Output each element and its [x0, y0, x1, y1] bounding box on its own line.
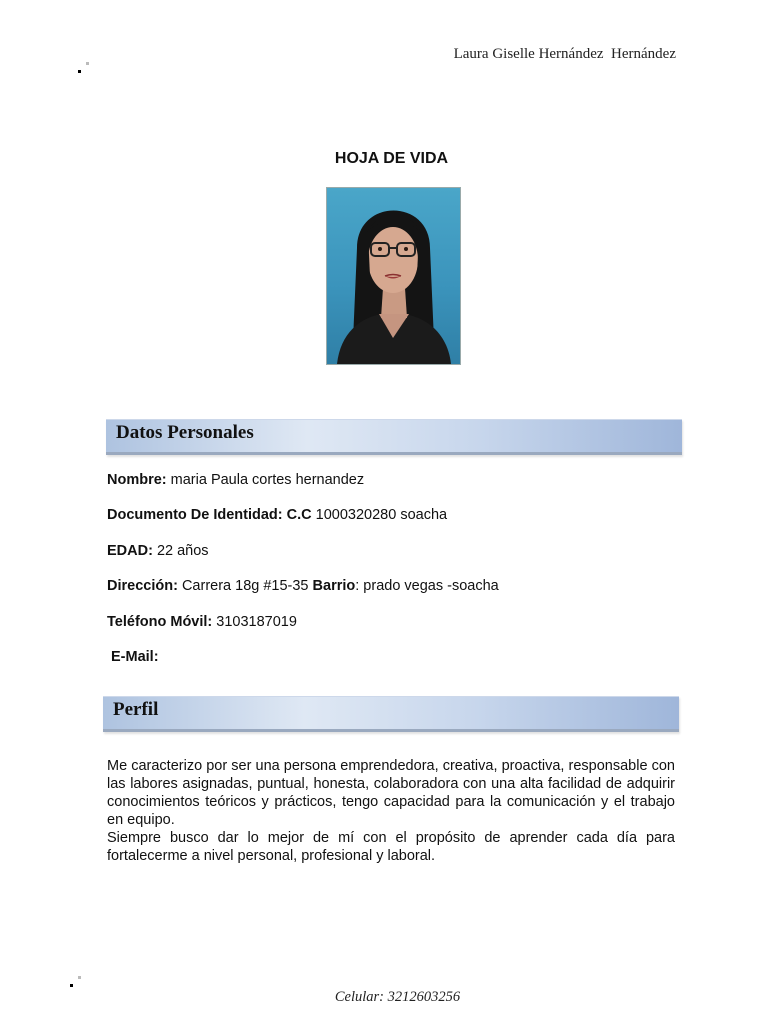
section-heading: Datos Personales: [116, 422, 254, 443]
field-value: maria Paula cortes hernandez: [166, 472, 365, 488]
profile-paragraph: Me caracterizo por ser una persona emprendedora, creativa, proactiva, responsable con las labores asignadas, puntual, honesta, colaboradora con una alta facilidad de adquirir conocimientos teóricos y prácticos, tengo capacidad para la comunicación y el trabajo en equipo.: [107, 758, 675, 828]
field-label: Barrio: [312, 578, 356, 594]
field-label: Documento De Identidad: C.C: [107, 507, 312, 523]
profile-paragraph: Siempre busco dar lo mejor de mí con el propósito de aprender cada día para fortalecerme a nivel personal, profesional y laboral.: [107, 830, 675, 864]
field-label: Teléfono Móvil:: [107, 614, 213, 630]
field-label: E-Mail:: [111, 649, 159, 665]
footer-celular: Celular: 3212603256: [334, 989, 461, 1005]
field-value: 3103187019: [212, 614, 297, 630]
profile-photo: [326, 187, 461, 365]
field-value: 22 años: [152, 543, 209, 559]
portrait-illustration: [327, 188, 460, 364]
bullet-mark-bottom: [70, 984, 73, 987]
field-value: 1000320280 soacha: [311, 507, 448, 523]
field-email: [111, 649, 159, 665]
section-header-datos-personales: [106, 419, 682, 455]
field-direccion: [107, 578, 499, 594]
field-edad: [107, 543, 209, 559]
profile-text: [107, 757, 675, 865]
field-nombre: [107, 472, 364, 488]
field-label: Dirección:: [107, 578, 178, 594]
field-documento: [107, 507, 447, 523]
field-value: : prado vegas -soacha: [355, 578, 499, 594]
field-value: Carrera 18g #15-35: [177, 578, 313, 594]
bullet-mark-top-light: [86, 62, 89, 65]
field-label: Nombre:: [107, 472, 167, 488]
section-heading: Perfil: [113, 699, 159, 720]
bullet-mark-bottom-light: [78, 976, 81, 979]
field-telefono: [107, 614, 297, 630]
page-title: HOJA DE VIDA: [334, 150, 449, 167]
header-name: Laura Giselle Hernández Hernández: [453, 46, 676, 62]
section-header-perfil: [103, 696, 679, 732]
bullet-mark-top: [78, 70, 81, 73]
field-label: EDAD:: [107, 543, 153, 559]
